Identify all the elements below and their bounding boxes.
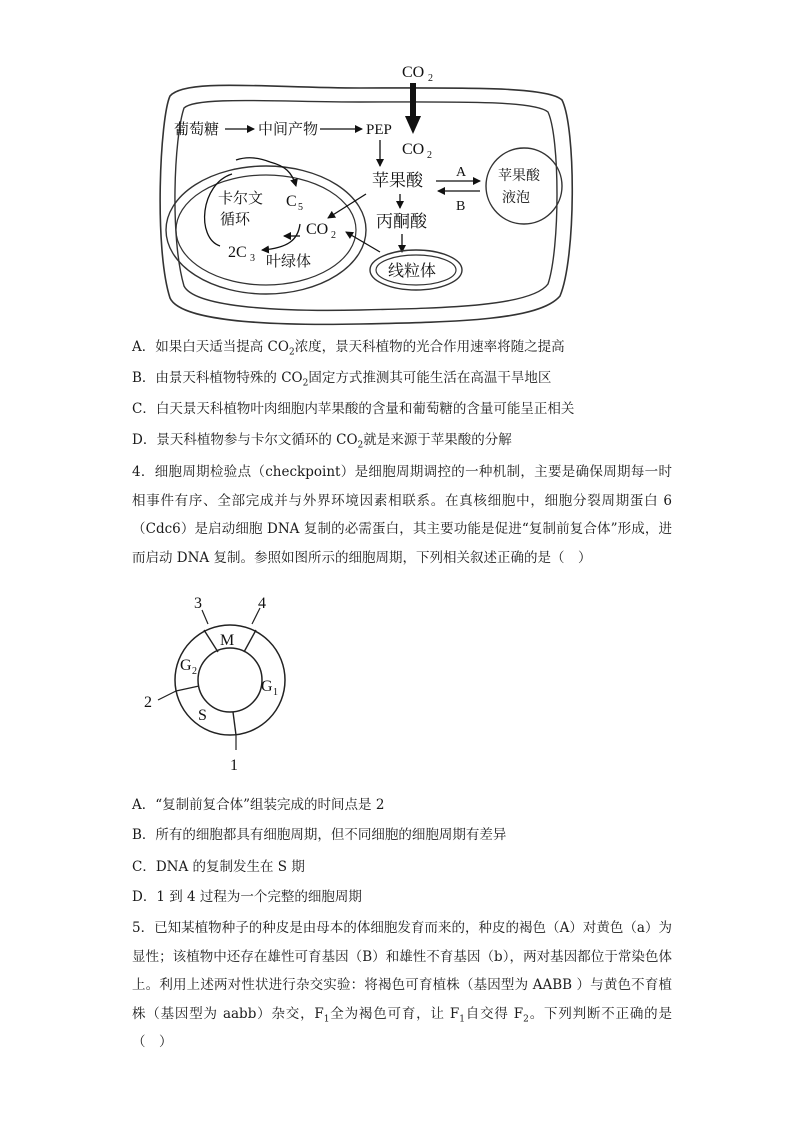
svg-text:2: 2: [192, 666, 197, 677]
cell-cycle-diagram: [140, 592, 310, 777]
phase-g1-label: G: [261, 678, 273, 695]
co2-top-label: CO: [402, 64, 425, 81]
q4-option-d: D．1 到 4 过程为一个完整的细胞周期: [132, 889, 362, 905]
cycle-inner-ring: [198, 648, 262, 712]
mitochondria-label: 线粒体: [388, 261, 437, 280]
q5-stem: 5．已知某植物种子的种皮是由母本的体细胞发育而来的，种皮的褐色（A）对黄色（a）为显性；该植物中还存在雄性可育基因（B）和雄性不育基因（b），两对基因都位于常染色体上。利用上述两对性状进行杂交实验：将褐色可育植株（基因型为 AABB ）与黄色不育植株（基因型为 aabb）杂交，$F_1$全为褐色可育，让 $F_1$自交得 $F_2$。下列判断不正确的是（ ）: [132, 920, 672, 1050]
pyruvate-label: 丙酮酸: [376, 212, 427, 232]
phase-s-label: S: [198, 707, 207, 724]
vacuole-label-1: 苹果酸: [498, 168, 540, 184]
svg-text:2: 2: [427, 150, 432, 161]
svg-text:2: 2: [428, 73, 433, 84]
phase-m-label: M: [220, 632, 235, 649]
svg-text:1: 1: [273, 687, 278, 698]
calvin-label-1: 卡尔文: [218, 189, 264, 207]
calvin-label-2: 循环: [220, 210, 251, 228]
thick-arrow-icon: [405, 116, 421, 134]
intermediate-label: 中间产物: [258, 120, 319, 138]
q4-stem: 4．细胞周期检验点（checkpoint）是细胞周期调控的一种机制，主要是确保周期每一时相事件有序、全部完成并与外界环境因素相联系。在真核细胞中，细胞分裂周期蛋白 6（Cdc6）是启动细胞 DNA 复制的必需蛋白，其主要功能是促进“复制前复合体”形成，进而启动 DNA 复制。参照如图所示的细胞周期，下列相关叙述正确的是（ ）: [132, 464, 672, 566]
malic-acid-label: 苹果酸: [372, 171, 423, 191]
svg-text:5: 5: [298, 202, 303, 213]
label-a: A: [456, 165, 467, 180]
point-2-label: 2: [144, 694, 152, 711]
q3-option-a: A．如果白天适当提高 $CO_2$浓度，景天科植物的光合作用速率将随之提高: [132, 339, 565, 358]
svg-text:2: 2: [331, 230, 336, 241]
pep-label: PEP: [366, 122, 392, 138]
cam-plant-cell-diagram: [140, 58, 580, 328]
point-3-label: 3: [194, 595, 202, 612]
c3-label: 2C: [228, 244, 247, 261]
q3-option-b: B．由景天科植物特殊的 $CO_2$固定方式推测其可能生活在高温干旱地区: [132, 370, 552, 389]
vacuole-label-2: 液泡: [502, 190, 530, 206]
q4-option-a: A．“复制前复合体”组装完成的时间点是 2: [132, 797, 385, 813]
glucose-label: 葡萄糖: [174, 120, 220, 138]
c5-label: C: [286, 193, 297, 210]
svg-text:3: 3: [250, 253, 255, 264]
phase-g2-label: G: [180, 657, 192, 674]
q3-option-d: D．景天科植物参与卡尔文循环的 $CO_2$就是来源于苹果酸的分解: [132, 432, 512, 451]
chloroplast-label: 叶绿体: [266, 252, 312, 270]
co2-chloroplast-label: CO: [306, 221, 329, 238]
co2-middle-label: CO: [402, 141, 425, 158]
chloroplast-outer: [166, 166, 366, 294]
q4-option-b: B．所有的细胞都具有细胞周期，但不同细胞的细胞周期有差异: [132, 827, 507, 843]
point-1-label: 1: [230, 757, 238, 774]
q3-option-c: C．白天景天科植物叶肉细胞内苹果酸的含量和葡萄糖的含量可能呈正相关: [132, 401, 575, 417]
q4-option-c: C．DNA 的复制发生在 S 期: [132, 859, 305, 875]
label-b: B: [456, 199, 466, 214]
point-4-label: 4: [258, 595, 266, 612]
vacuole: [486, 148, 562, 224]
